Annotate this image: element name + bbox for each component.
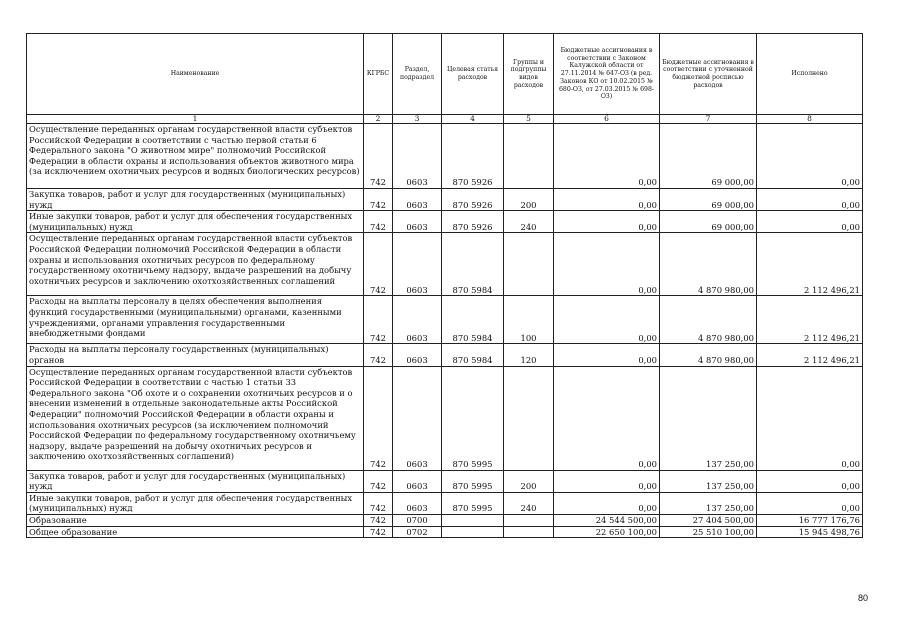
row-expense-group: 200 xyxy=(504,189,554,211)
row-refined-allocation: 69 000,00 xyxy=(660,124,757,189)
row-executed: 0,00 xyxy=(757,211,863,233)
table-row xyxy=(27,189,863,211)
row-law-allocation: 0,00 xyxy=(554,233,660,296)
row-law-allocation: 0,00 xyxy=(554,124,660,189)
column-number: 2 xyxy=(364,115,393,124)
row-target-article: 870 5984 xyxy=(442,233,504,296)
row-kgrbs: 742 xyxy=(364,189,393,211)
header-target-article: Целевая статья расходов xyxy=(442,34,504,115)
row-law-allocation: 0,00 xyxy=(554,366,660,470)
column-number: 7 xyxy=(660,115,757,124)
row-kgrbs: 742 xyxy=(364,492,393,514)
row-expense-group xyxy=(504,233,554,296)
header-executed: Исполнено xyxy=(757,34,863,115)
row-name: Осуществление переданных органам государственной власти субъектов Российской Федерации в соответствии с частью 1 статьи 33 Федерального закона "Об охоте и о сохранении охотничьих ресурсов и о внесении изменений в отдельные законодательные акты Российской Федерации" полномочий Российской Федерации в области охраны и использования охотничьих ресурсов (за исключением полномочий Российской Федерации по федеральному государственному охотничьему надзору, выдаче разрешений на добычу охотничьих ресурсов и заключению охотхозяйственных соглашений) xyxy=(27,366,364,470)
row-law-allocation: 0,00 xyxy=(554,296,660,344)
row-section: 0603 xyxy=(393,211,442,233)
row-kgrbs: 742 xyxy=(364,366,393,470)
row-law-allocation: 0,00 xyxy=(554,211,660,233)
row-executed: 0,00 xyxy=(757,492,863,514)
row-expense-group: 200 xyxy=(504,470,554,492)
header-law-allocations: Бюджетные ассигнования в соответствии с Законом Калужской области от 27.11.2014 № 647-ОЗ (в ред. Законов КО от 10.02.2015 № 680-ОЗ, от 27.03.2015 № 698-ОЗ) xyxy=(554,34,660,115)
row-executed: 16 777 176,76 xyxy=(757,514,863,526)
row-section: 0603 xyxy=(393,366,442,470)
row-expense-group xyxy=(504,124,554,189)
row-refined-allocation: 69 000,00 xyxy=(660,189,757,211)
column-number: 8 xyxy=(757,115,863,124)
column-number: 3 xyxy=(393,115,442,124)
row-target-article: 870 5984 xyxy=(442,296,504,344)
row-kgrbs: 742 xyxy=(364,514,393,526)
column-number-row xyxy=(27,115,863,124)
header-refined-allocations: Бюджетные ассигнования в соответствии с уточненной бюджетной росписью расходов xyxy=(660,34,757,115)
row-refined-allocation: 137 250,00 xyxy=(660,470,757,492)
row-name: Образование xyxy=(27,514,364,526)
table-row xyxy=(27,344,863,366)
row-law-allocation: 0,00 xyxy=(554,344,660,366)
row-name: Осуществление переданных органам государственной власти субъектов Российской Федерации в соответствии с частью первой статьи 6 Федерального закона "О животном мире" полномочий Российской Федерации в области охраны и использования объектов животного мира (за исключением охотничьих ресурсов и водных биологических ресурсов) xyxy=(27,124,364,189)
row-target-article: 870 5984 xyxy=(442,344,504,366)
header-kgrbs: КГРБС xyxy=(364,34,393,115)
table-row xyxy=(27,526,863,538)
header-expense-group: Группы и подгруппы видов расходов xyxy=(504,34,554,115)
column-number: 4 xyxy=(442,115,504,124)
table-row xyxy=(27,470,863,492)
row-name: Иные закупки товаров, работ и услуг для обеспечения государственных (муниципальных) нужд xyxy=(27,211,364,233)
row-name: Иные закупки товаров, работ и услуг для обеспечения государственных (муниципальных) нужд xyxy=(27,492,364,514)
header-section: Раздел, подраздел xyxy=(393,34,442,115)
table-row xyxy=(27,366,863,470)
row-kgrbs: 742 xyxy=(364,124,393,189)
row-target-article xyxy=(442,514,504,526)
row-kgrbs: 742 xyxy=(364,526,393,538)
row-kgrbs: 742 xyxy=(364,296,393,344)
table-row xyxy=(27,124,863,189)
table-row xyxy=(27,492,863,514)
column-number: 1 xyxy=(27,115,364,124)
table-row xyxy=(27,233,863,296)
row-section: 0603 xyxy=(393,470,442,492)
row-expense-group: 240 xyxy=(504,211,554,233)
table-row xyxy=(27,514,863,526)
row-executed: 2 112 496,21 xyxy=(757,296,863,344)
row-expense-group: 240 xyxy=(504,492,554,514)
row-section: 0603 xyxy=(393,344,442,366)
page-number: 80 xyxy=(858,593,869,603)
row-target-article xyxy=(442,526,504,538)
row-section: 0603 xyxy=(393,189,442,211)
row-name: Закупка товаров, работ и услуг для государственных (муниципальных) нужд xyxy=(27,470,364,492)
table-row xyxy=(27,296,863,344)
row-section: 0700 xyxy=(393,514,442,526)
row-expense-group: 100 xyxy=(504,296,554,344)
row-expense-group: 120 xyxy=(504,344,554,366)
header-row xyxy=(27,34,863,115)
row-name: Общее образование xyxy=(27,526,364,538)
column-number: 5 xyxy=(504,115,554,124)
row-kgrbs: 742 xyxy=(364,470,393,492)
row-section: 0603 xyxy=(393,124,442,189)
row-expense-group xyxy=(504,366,554,470)
row-section: 0603 xyxy=(393,296,442,344)
row-refined-allocation: 27 404 500,00 xyxy=(660,514,757,526)
row-kgrbs: 742 xyxy=(364,344,393,366)
row-executed: 2 112 496,21 xyxy=(757,233,863,296)
row-law-allocation: 0,00 xyxy=(554,470,660,492)
table-row xyxy=(27,211,863,233)
row-name: Расходы на выплаты персоналу государственных (муниципальных) органов xyxy=(27,344,364,366)
row-executed: 15 945 498,76 xyxy=(757,526,863,538)
row-kgrbs: 742 xyxy=(364,233,393,296)
row-executed: 2 112 496,21 xyxy=(757,344,863,366)
row-name: Закупка товаров, работ и услуг для государственных (муниципальных) нужд xyxy=(27,189,364,211)
row-refined-allocation: 137 250,00 xyxy=(660,492,757,514)
row-name: Осуществление переданных органам государственной власти субъектов Российской Федерации полномочий Российской Федерации в области охраны и использования охотничьих ресурсов по федеральному государственному охотничьему надзору, выдаче разрешений на добычу охотничьих ресурсов и заключению охотхозяйственных соглашений xyxy=(27,233,364,296)
row-law-allocation: 22 650 100,00 xyxy=(554,526,660,538)
row-law-allocation: 24 544 500,00 xyxy=(554,514,660,526)
row-section: 0603 xyxy=(393,492,442,514)
row-refined-allocation: 4 870 980,00 xyxy=(660,233,757,296)
row-kgrbs: 742 xyxy=(364,211,393,233)
row-executed: 0,00 xyxy=(757,366,863,470)
row-expense-group xyxy=(504,526,554,538)
row-section: 0702 xyxy=(393,526,442,538)
row-target-article: 870 5926 xyxy=(442,211,504,233)
row-refined-allocation: 4 870 980,00 xyxy=(660,296,757,344)
row-law-allocation: 0,00 xyxy=(554,492,660,514)
row-refined-allocation: 69 000,00 xyxy=(660,211,757,233)
row-refined-allocation: 4 870 980,00 xyxy=(660,344,757,366)
row-target-article: 870 5995 xyxy=(442,470,504,492)
row-target-article: 870 5926 xyxy=(442,124,504,189)
row-target-article: 870 5926 xyxy=(442,189,504,211)
column-number: 6 xyxy=(554,115,660,124)
row-executed: 0,00 xyxy=(757,124,863,189)
row-expense-group xyxy=(504,514,554,526)
row-name: Расходы на выплаты персоналу в целях обеспечения выполнения функций государственными (муниципальными) органами, казенными учреждениями, органами управления государственными внебюджетными фондами xyxy=(27,296,364,344)
row-executed: 0,00 xyxy=(757,189,863,211)
row-refined-allocation: 137 250,00 xyxy=(660,366,757,470)
row-target-article: 870 5995 xyxy=(442,366,504,470)
row-section: 0603 xyxy=(393,233,442,296)
header-name: Наименование xyxy=(27,34,364,115)
row-executed: 0,00 xyxy=(757,470,863,492)
budget-table xyxy=(26,33,863,538)
row-law-allocation: 0,00 xyxy=(554,189,660,211)
row-refined-allocation: 25 510 100,00 xyxy=(660,526,757,538)
row-target-article: 870 5995 xyxy=(442,492,504,514)
